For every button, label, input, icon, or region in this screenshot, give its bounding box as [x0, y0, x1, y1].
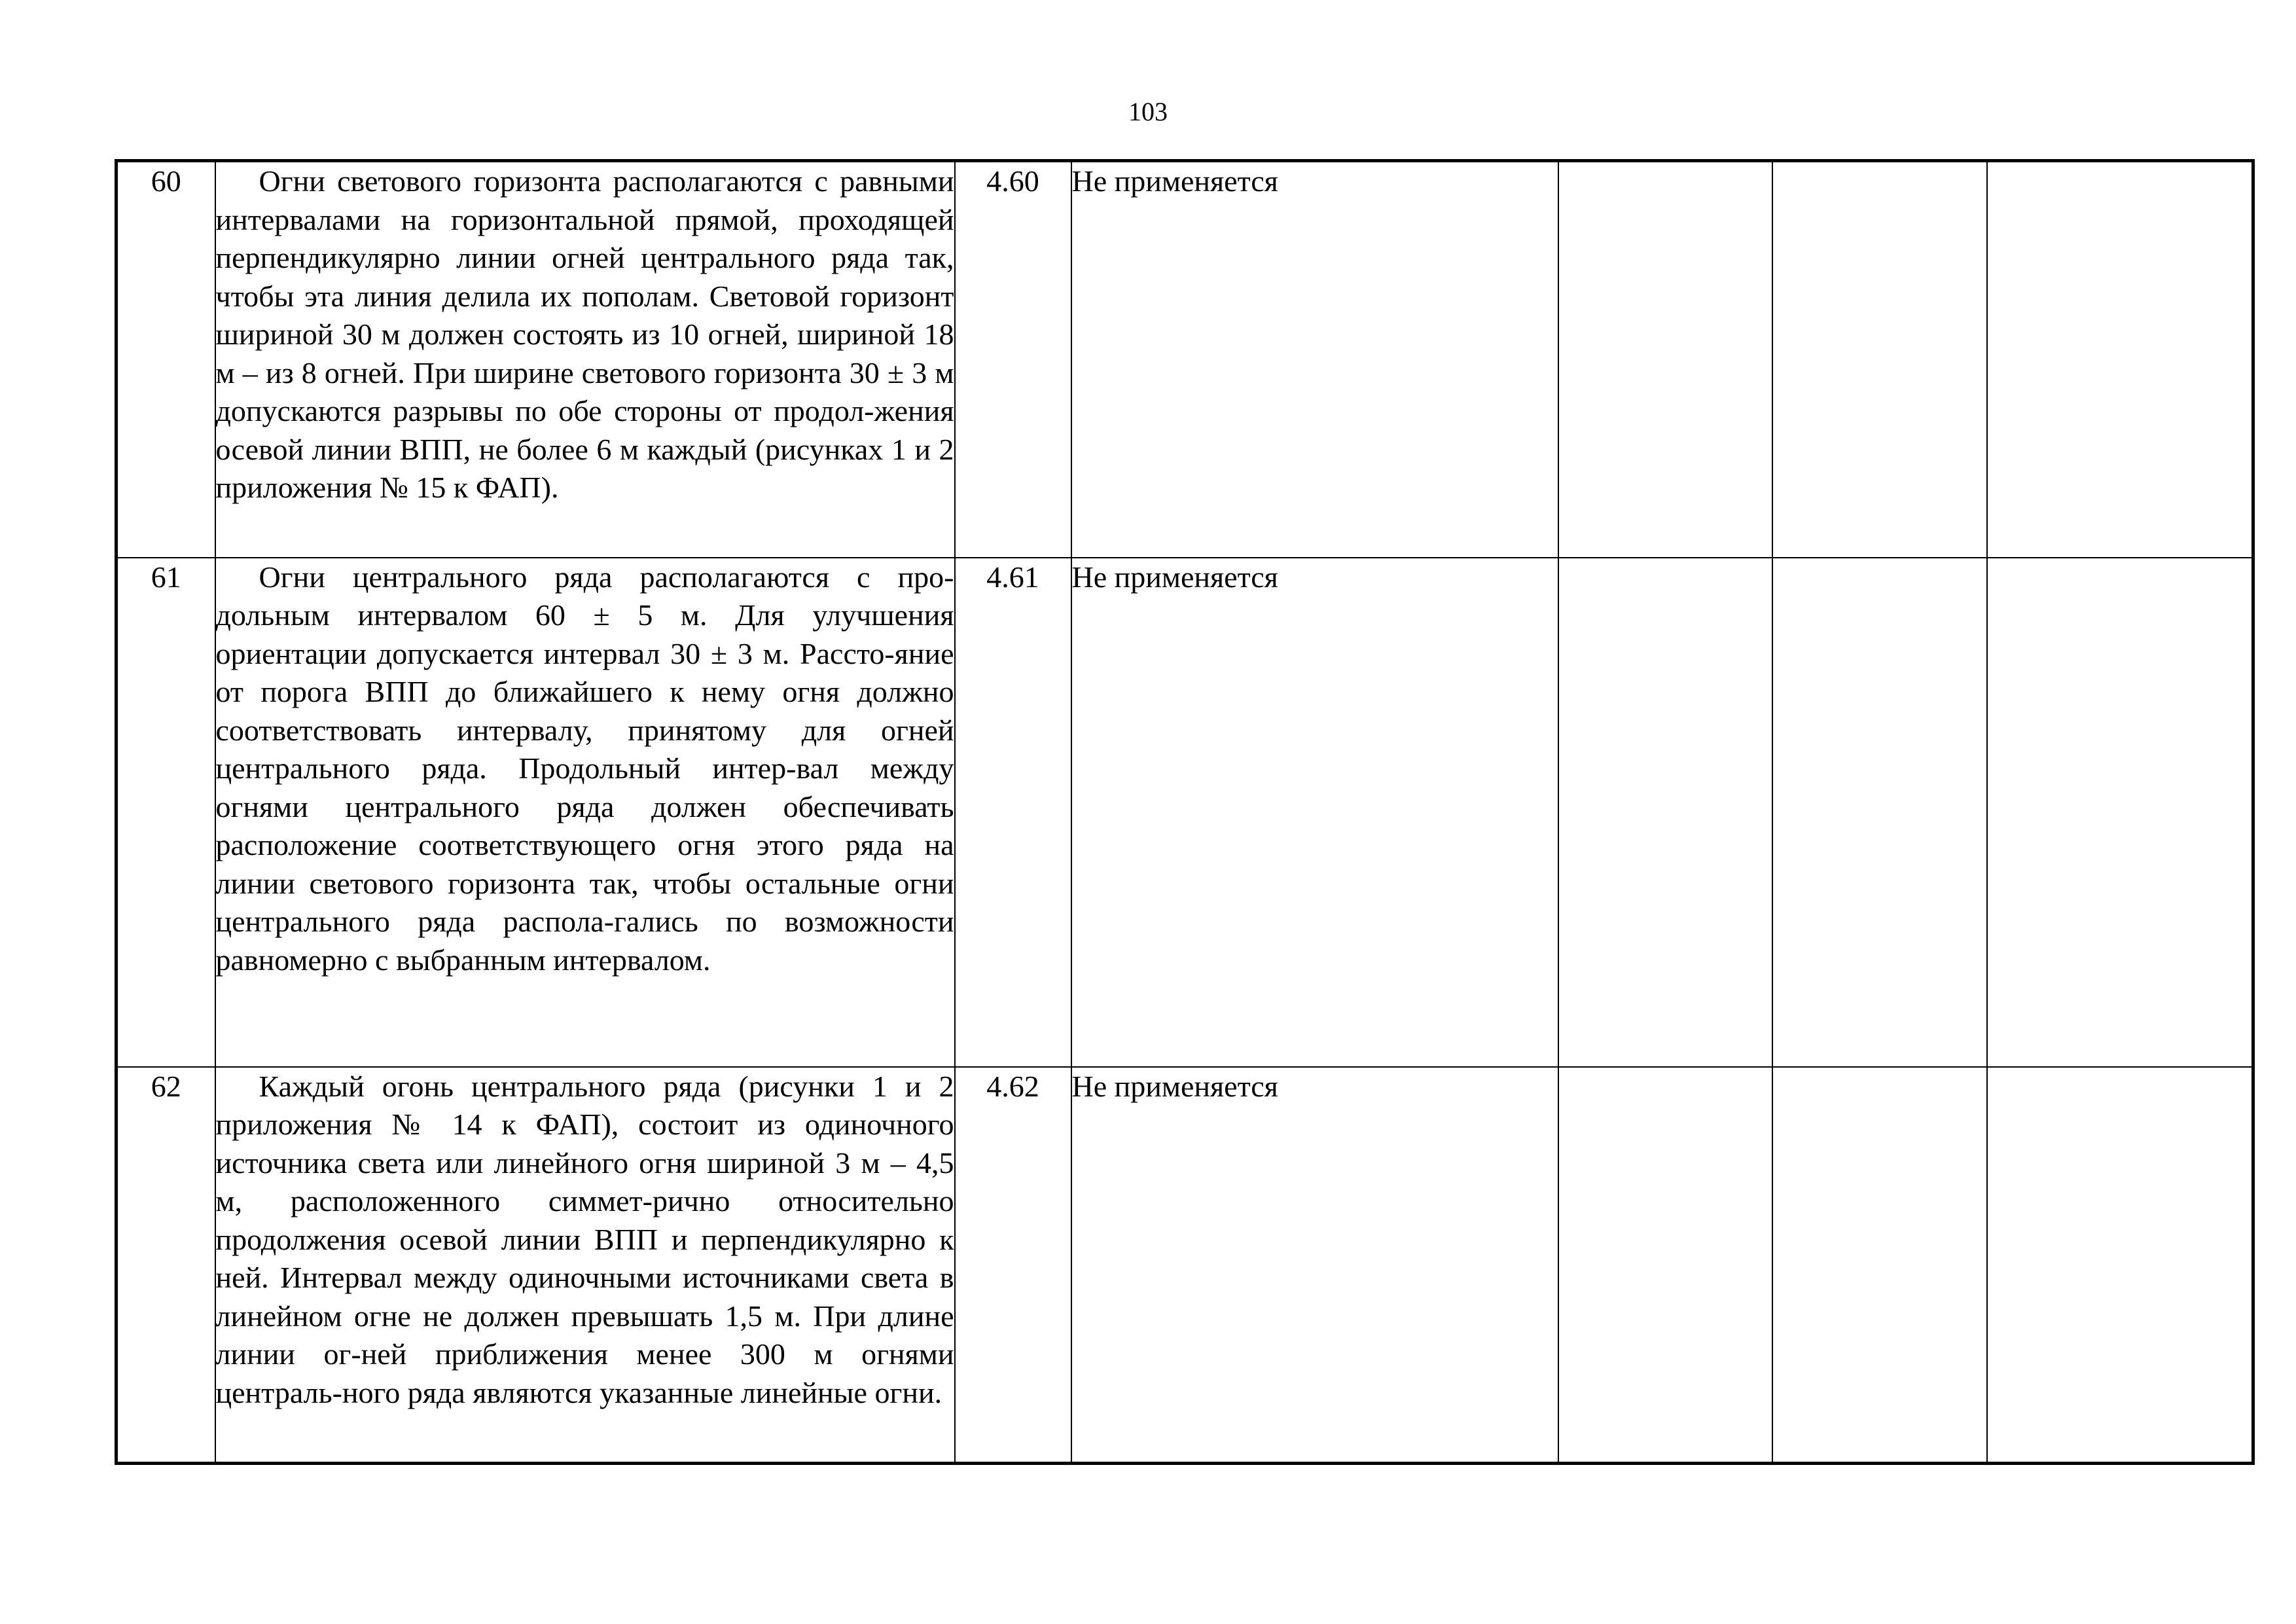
applicability-note: Не применяется: [1071, 1067, 1558, 1464]
page-number: 103: [1128, 97, 1168, 126]
applicability-note: Не применяется: [1071, 161, 1558, 558]
empty-cell: [1772, 1067, 1987, 1464]
empty-cell: [1987, 1067, 2253, 1464]
requirement-text-cell: [215, 1067, 955, 1464]
table-row: [117, 161, 2253, 558]
empty-cell: [1772, 161, 1987, 558]
row-number: 62: [117, 1067, 215, 1464]
requirements-table: [115, 159, 2255, 1465]
empty-cell: [1558, 1067, 1772, 1464]
requirement-text: Каждый огонь центрального ряда (рисунки 1 и 2 приложения № 14 к ФАП), состоит из одиночного источника света или линейного огня шириной 3 м – 4,5 м, расположенного симмет-рично относительно продолжения осевой линии ВПП и перпендикулярно к ней. Интервал между одиночными источниками света в линейном огне не должен превышать 1,5 м. При длине линии ог-ней приближения менее 300 м огнями централь-ного ряда являются указанные линейные огни.: [215, 1069, 954, 1409]
requirement-text-cell: [215, 558, 955, 1067]
empty-cell: [1558, 161, 1772, 558]
table-row: [117, 558, 2253, 1067]
reference-clause: 4.60: [955, 161, 1071, 558]
empty-cell: [1987, 161, 2253, 558]
empty-cell: [1772, 558, 1987, 1067]
row-number: 60: [117, 161, 215, 558]
requirement-text: Огни центрального ряда располагаются с про-дольным интервалом 60 ± 5 м. Для улучшения ориентации допускается интервал 30 ± 3 м. Рассто-яние от порога ВПП до ближайшего к нему огня должно соответствовать интервалу, принятому для огней центрального ряда. Продольный интер-вал между огнями центрального ряда должен обеспечивать расположение соответствующего огня этого ряда на линии светового горизонта так, чтобы остальные огни центрального ряда распола-гались по возможности равномерно с выбранным интервалом.: [215, 560, 954, 977]
row-number: 61: [117, 558, 215, 1067]
reference-clause: 4.62: [955, 1067, 1071, 1464]
reference-clause: 4.61: [955, 558, 1071, 1067]
empty-cell: [1987, 558, 2253, 1067]
table-row: [117, 1067, 2253, 1464]
empty-cell: [1558, 558, 1772, 1067]
applicability-note: Не применяется: [1071, 558, 1558, 1067]
requirement-text: Огни светового горизонта располагаются с равными интервалами на горизонтальной прямой, проходящей перпендикулярно линии огней центрального ряда так, чтобы эта линия делила их пополам. Световой горизонт шириной 30 м должен состоять из 10 огней, шириной 18 м – из 8 огней. При ширине светового горизонта 30 ± 3 м допускаются разрывы по обе стороны от продол-жения осевой линии ВПП, не более 6 м каждый (рисунках 1 и 2 приложения № 15 к ФАП).: [215, 164, 954, 504]
requirement-text-cell: [215, 161, 955, 558]
